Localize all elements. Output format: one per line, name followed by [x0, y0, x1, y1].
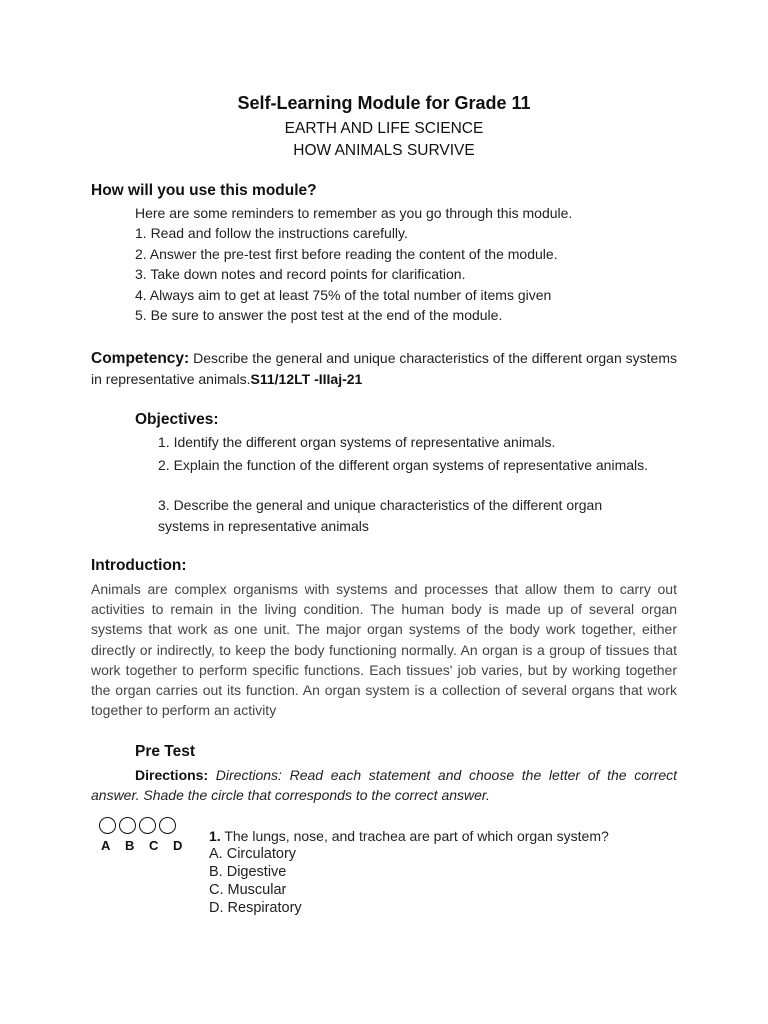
- directions-text: Directions: Read each statement and choose the letter of the correct answer. Shade the circle that corresponds to the correct answer.: [91, 767, 677, 804]
- competency-text: Describe the general and unique characteristics of the different organ systems in representative animals.: [91, 350, 677, 388]
- question-1: [209, 828, 609, 844]
- usage-item: 1. Read and follow the instructions carefully.: [135, 225, 408, 241]
- objective-item: 2. Explain the function of the different organ systems of representative animals.: [158, 457, 649, 473]
- answer-circle-c[interactable]: [139, 817, 156, 834]
- introduction-body: Animals are complex organisms with systems and processes that allow them to carry out activities to remain in the living condition. The human body is made up of several organ systems that work as one unit. The major organ systems of the body work together, either directly or indirectly, to keep the body functioning normally. An organ is a group of tissues that work together to perform specific functions. Each tissues' job varies, but by working together the organ carries out its function. An organ system is a collection of several organs that work together to perform an activity: [91, 581, 677, 719]
- question-number: 1.: [209, 828, 221, 844]
- topic-title: HOW ANIMALS SURVIVE: [293, 142, 475, 159]
- answer-circle-d[interactable]: [159, 817, 176, 834]
- pretest-heading: Pre Test: [135, 743, 196, 760]
- option-b: B. Digestive: [209, 864, 287, 880]
- question-text: The lungs, nose, and trachea are part of which organ system?: [220, 828, 609, 844]
- option-c: C. Muscular: [209, 882, 287, 898]
- usage-item: 2. Answer the pre-test first before reading the content of the module.: [135, 246, 558, 262]
- answer-letter: A: [101, 838, 111, 853]
- competency-code: S11/12LT -IIIaj-21: [250, 371, 363, 388]
- answer-letter: C: [149, 838, 159, 853]
- answer-circle-a[interactable]: [99, 817, 116, 834]
- usage-item: 4. Always aim to get at least 75% of the total number of items given: [135, 287, 552, 303]
- competency-label: Competency:: [91, 350, 190, 367]
- subject-title: EARTH AND LIFE SCIENCE: [284, 120, 484, 137]
- usage-item: 5. Be sure to answer the post test at the end of the module.: [135, 307, 503, 323]
- usage-heading: How will you use this module?: [91, 182, 317, 199]
- competency-paragraph: [91, 348, 677, 389]
- answer-circles: [99, 817, 183, 835]
- usage-item: 3. Take down notes and record points for clarification.: [135, 266, 466, 282]
- answer-letter: D: [173, 838, 183, 853]
- directions-label: Directions:: [135, 767, 209, 783]
- page-title: Self-Learning Module for Grade 11: [237, 93, 531, 113]
- objective-item: 3. Describe the general and unique characteristics of the different organ systems in representative animals: [158, 497, 603, 534]
- option-a: A. Circulatory: [209, 846, 297, 862]
- answer-letter: B: [125, 838, 135, 853]
- option-d: D. Respiratory: [209, 900, 302, 916]
- introduction-heading: Introduction:: [91, 557, 187, 574]
- objectives-heading: Objectives:: [135, 411, 219, 428]
- pretest-directions: [91, 765, 677, 805]
- answer-letters: [101, 838, 197, 853]
- objective-item: 1. Identify the different organ systems of representative animals.: [158, 434, 556, 450]
- answer-circle-b[interactable]: [119, 817, 136, 834]
- usage-intro: Here are some reminders to remember as you go through this module.: [135, 205, 573, 221]
